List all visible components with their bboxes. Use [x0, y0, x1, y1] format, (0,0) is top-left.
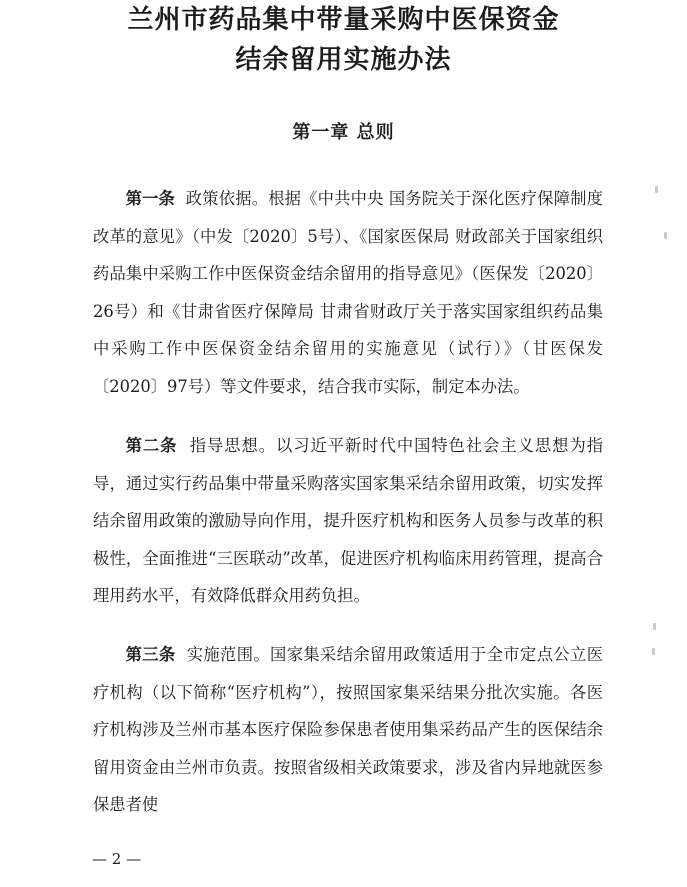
article-2-heading: 第二条 [125, 436, 178, 455]
document-title-line-1: 兰州市药品集中带量采购中医保资金 [127, 5, 560, 35]
scan-speck [664, 232, 667, 239]
article-3 [93, 636, 603, 824]
document-title-line-2: 结余留用实施办法 [235, 45, 452, 75]
article-2 [93, 427, 603, 615]
article-1-heading: 第一条 [125, 189, 176, 208]
article-3-heading: 第三条 [125, 645, 176, 664]
article-2-text: 指导思想。以习近平新时代中国特色社会主义思想为指导，通过实行药品集中带量采购落实国家集采结余留用政策，切实发挥结余留用政策的激励导向作用，提升医疗机构和医务人员参与改革的积极性，全面推进“三医联动”改革，促进医疗机构临床用药管理，提高合理用药水平，有效降低群众用药负担。 [93, 436, 603, 605]
scan-speck [655, 186, 658, 193]
page-number: — 2 — [92, 850, 142, 868]
article-1 [93, 180, 603, 405]
scan-speck [653, 623, 656, 630]
article-1-text: 政策依据。根据《中共中央 国务院关于深化医疗保障制度改革的意见》（中发〔2020〕5号）、《国家医保局 财政部关于国家组织药品集中采购工作中医保资金结余留用的指导意见》（医保发〔2020〕26号）和《甘肃省医疗保障局 甘肃省财政厅关于落实国家组织药品集中采购工作中医保资金结余留用的实施意见（试行）》（甘医保发〔2020〕97号）等文件要求，结合我市实际，制定本办法。 [93, 189, 603, 396]
scan-speck [652, 648, 655, 655]
article-3-text: 实施范围。国家集采结余留用政策适用于全市定点公立医疗机构（以下简称“医疗机构”），按照国家集采结果分批次实施。各医疗机构涉及兰州市基本医疗保险参保患者使用集采药品产生的医保结余留用资金由兰州市负责。按照省级相关政策要求，涉及省内异地就医参保患者使 [93, 645, 603, 814]
chapter-heading: 第一章 总则 [292, 122, 395, 143]
